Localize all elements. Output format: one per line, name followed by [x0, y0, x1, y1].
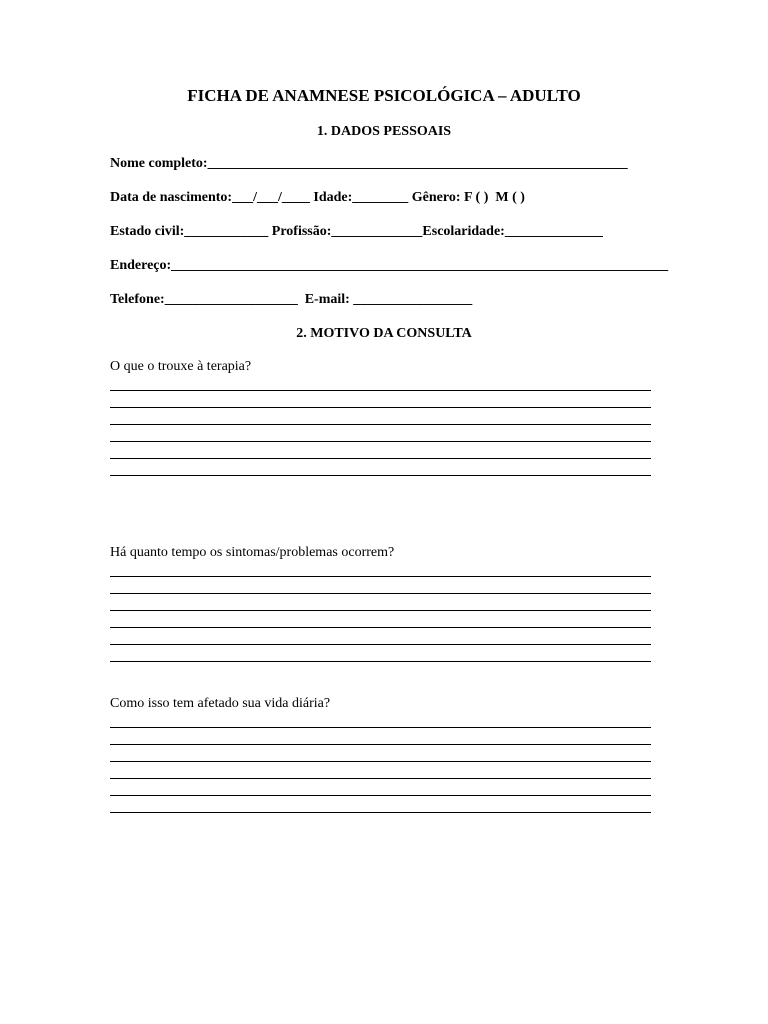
section-title-personal-data: 1. DADOS PESSOAIS	[316, 124, 452, 139]
birthdate-age-gender-field: Data de nascimento:___/___/____ Idade:________ Gênero: F ( ) M ( )	[110, 190, 525, 205]
answer-lines-symptom-duration	[110, 576, 651, 678]
full-name-field: Nome completo:____________________________________________________________	[110, 156, 628, 171]
question-reason-for-therapy: O que o trouxe à terapia?	[110, 359, 252, 374]
answer-line	[110, 576, 651, 577]
question-daily-life-impact: Como isso tem afetado sua vida diária?	[110, 696, 331, 711]
answer-line	[110, 795, 651, 796]
answer-line	[110, 661, 651, 662]
answer-line	[110, 761, 651, 762]
address-field: Endereço:_______________________________________________________________________	[110, 258, 669, 273]
answer-line	[110, 778, 651, 779]
answer-line	[110, 627, 651, 628]
answer-line	[110, 475, 651, 476]
answer-lines-daily-life-impact	[110, 727, 651, 829]
answer-line	[110, 407, 651, 408]
answer-line	[110, 424, 651, 425]
answer-line	[110, 744, 651, 745]
phone-email-field: Telefone:___________________ E-mail: _________________	[110, 292, 473, 307]
form-title: FICHA DE ANAMNESE PSICOLÓGICA – ADULTO	[187, 86, 581, 105]
answer-line	[110, 441, 651, 442]
answer-line	[110, 644, 651, 645]
question-symptom-duration: Há quanto tempo os sintomas/problemas ocorrem?	[110, 545, 395, 560]
answer-line	[110, 610, 651, 611]
civil-status-profession-education-field: Estado civil:____________ Profissão:_____________Escolaridade:______________	[110, 224, 603, 239]
answer-line	[110, 727, 651, 728]
answer-line	[110, 458, 651, 459]
answer-line	[110, 593, 651, 594]
answer-lines-reason-for-therapy	[110, 390, 651, 492]
answer-line	[110, 812, 651, 813]
section-title-consultation-reason: 2. MOTIVO DA CONSULTA	[296, 326, 472, 341]
answer-line	[110, 390, 651, 391]
